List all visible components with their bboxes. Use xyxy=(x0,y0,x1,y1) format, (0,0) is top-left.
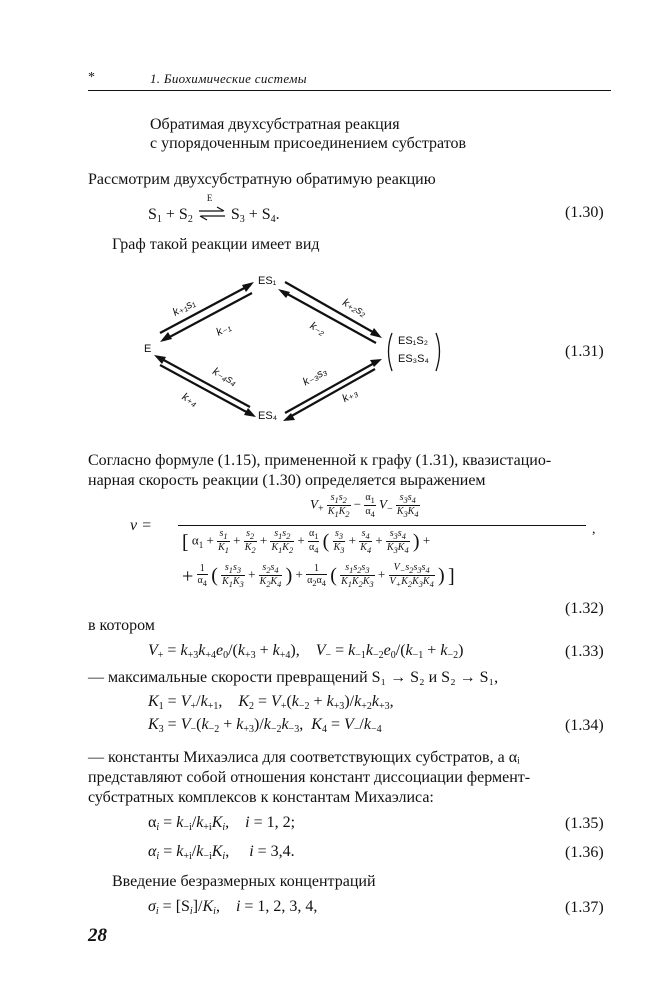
node-es3s4: ES₃S₄ xyxy=(398,353,429,365)
label-k1s1: k₊₁s₁ xyxy=(170,297,198,319)
paragraph-6-line1: — константы Михаэлиса для соответствующих субстратов, а αᵢ xyxy=(88,749,520,766)
paragraph-6-line3: субстратных комплексов к константам Михаэлиса: xyxy=(88,789,434,806)
equation-number-1-31: (1.31) xyxy=(565,343,604,360)
header-mark: * xyxy=(88,70,95,85)
rate-denominator-line1: [ $\alpha_1$ + $\frac{s_1}{K_1}$ + $\frac{s_2}{K_2}$ + $\frac{s_1s_2}{K_1K_2}$ + $\frac{\alpha_1}{\alpha_4}$ ( $\frac{s_3}{K_3}$ + $\frac{s_4}{K_4}$ + $\frac{s_3s_4}{K_3K_4}$ ) + xyxy=(182,528,431,555)
label-k2s2: k₊₂s₂ xyxy=(340,296,369,320)
paragraph-5: — максимальные скорости превращений S₁ → S₂ и S₂ → S₁, xyxy=(88,669,499,686)
enzyme-label: E xyxy=(206,193,213,203)
rate-denominator-line2: + $\frac{1}{\alpha_4}$ ( $\frac{s_1s_3}{K_1K_3}$ + $\frac{s_2s_4}{K_2K_4}$ ) + $\frac{1}{\alpha_2\alpha_4}$ ( $\frac{s_1s_2s_3}{K_1K_2K_3}$ + $\frac{V_-s_2s_3s_4}{V_+K_2K_3K_4}$ ) ] xyxy=(182,562,455,589)
main-fraction-line xyxy=(178,525,586,526)
reversible-arrow-icon xyxy=(197,205,227,223)
node-e: E xyxy=(144,343,152,355)
equation-number-1-34: (1.34) xyxy=(565,717,604,734)
paragraph-3-line2: нарная скорость реакции (1.30) определяется выражением xyxy=(88,472,486,489)
rate-numerator: $V_+$ $\frac{s_1s_2}{K_1K_2}$ − $\frac{\alpha_1}{\alpha_4}$ $V_-$ $\frac{s_3s_4}{K_3K_4}$ xyxy=(310,492,419,519)
section-title-line1: Обратимая двухсубстратная реакция xyxy=(150,116,400,133)
equation-1-34-line2: $K_3 = V_-(k_{-2} + k_{+3})/k_{-2}k_{-3}$, $K_4 = V_-/k_{-4}$ xyxy=(148,716,382,735)
node-es1s2: ES₁S₂ xyxy=(398,335,428,347)
label-k4: k₊₄ xyxy=(179,390,200,409)
label-km2: k₋₂ xyxy=(307,319,328,338)
node-es4: ES₄ xyxy=(258,410,278,422)
equation-1-36: $\alpha_i = k_{+i}/k_{-i}K_i$, i = 3,4. xyxy=(148,843,295,862)
paragraph-3-line1: Согласно формуле (1.15), примененной к графу (1.31), квазистацио- xyxy=(88,452,552,469)
paragraph-2: Граф такой реакции имеет вид xyxy=(112,236,320,253)
header-title: 1. Биохимические системы xyxy=(150,71,307,86)
label-km1: k₋₁ xyxy=(214,321,233,339)
node-es1: ES₁ xyxy=(258,275,277,287)
label-km4s4: k₋₄s₄ xyxy=(210,365,239,389)
running-header xyxy=(88,68,611,91)
equation-1-34-line1: $K_1 = V_+/k_{+1}$, $K_2 = V_+(k_{-2} + k_{+3})/k_{+2}k_{+3}$, xyxy=(148,693,394,712)
equation-number-1-37: (1.37) xyxy=(565,899,604,916)
equation-number-1-36: (1.36) xyxy=(565,844,604,861)
equation-1-33: $V_+ = k_{+3}k_{+4}e_0/(k_{+3} + k_{+4})$, $V_- = k_{-1}k_{-2}e_0/(k_{-1} + k_{-2})$ xyxy=(148,642,464,661)
label-k3: k₊₃ xyxy=(340,386,360,405)
equation-number-1-33: (1.33) xyxy=(565,643,604,660)
equation-number-1-30: (1.30) xyxy=(565,204,604,221)
label-km3s3: k₋₃s₃ xyxy=(300,365,330,389)
rate-symbol: v = xyxy=(130,517,152,534)
reaction-graph-arrows xyxy=(130,265,460,430)
equation-1-32 xyxy=(130,492,600,602)
equation-1-30: $S_1 + S_2$ E $S_3 + S_4$. xyxy=(148,193,280,225)
reaction-graph xyxy=(130,265,460,430)
page-number: 28 xyxy=(88,925,107,946)
equation-comma: , xyxy=(592,522,596,537)
equation-number-1-32: (1.32) xyxy=(565,600,604,617)
paragraph-7: Введение безразмерных концентраций xyxy=(112,873,376,890)
paragraph-6-line2: представляют собой отношения констант диссоциации фермент- xyxy=(88,769,531,786)
equation-1-37: $\sigma_i = [S_i]/K_i$, i = 1, 2, 3, 4, xyxy=(148,898,318,917)
equation-1-35: $\alpha_i = k_{-i}/k_{+i}K_i$, i = 1, 2; xyxy=(148,814,296,833)
paragraph-1: Рассмотрим двухсубстратную обратимую реакцию xyxy=(88,171,436,188)
section-title-line2: с упорядоченным присоединением субстратов xyxy=(150,135,467,152)
paragraph-4: в котором xyxy=(88,617,155,634)
equation-number-1-35: (1.35) xyxy=(565,815,604,832)
